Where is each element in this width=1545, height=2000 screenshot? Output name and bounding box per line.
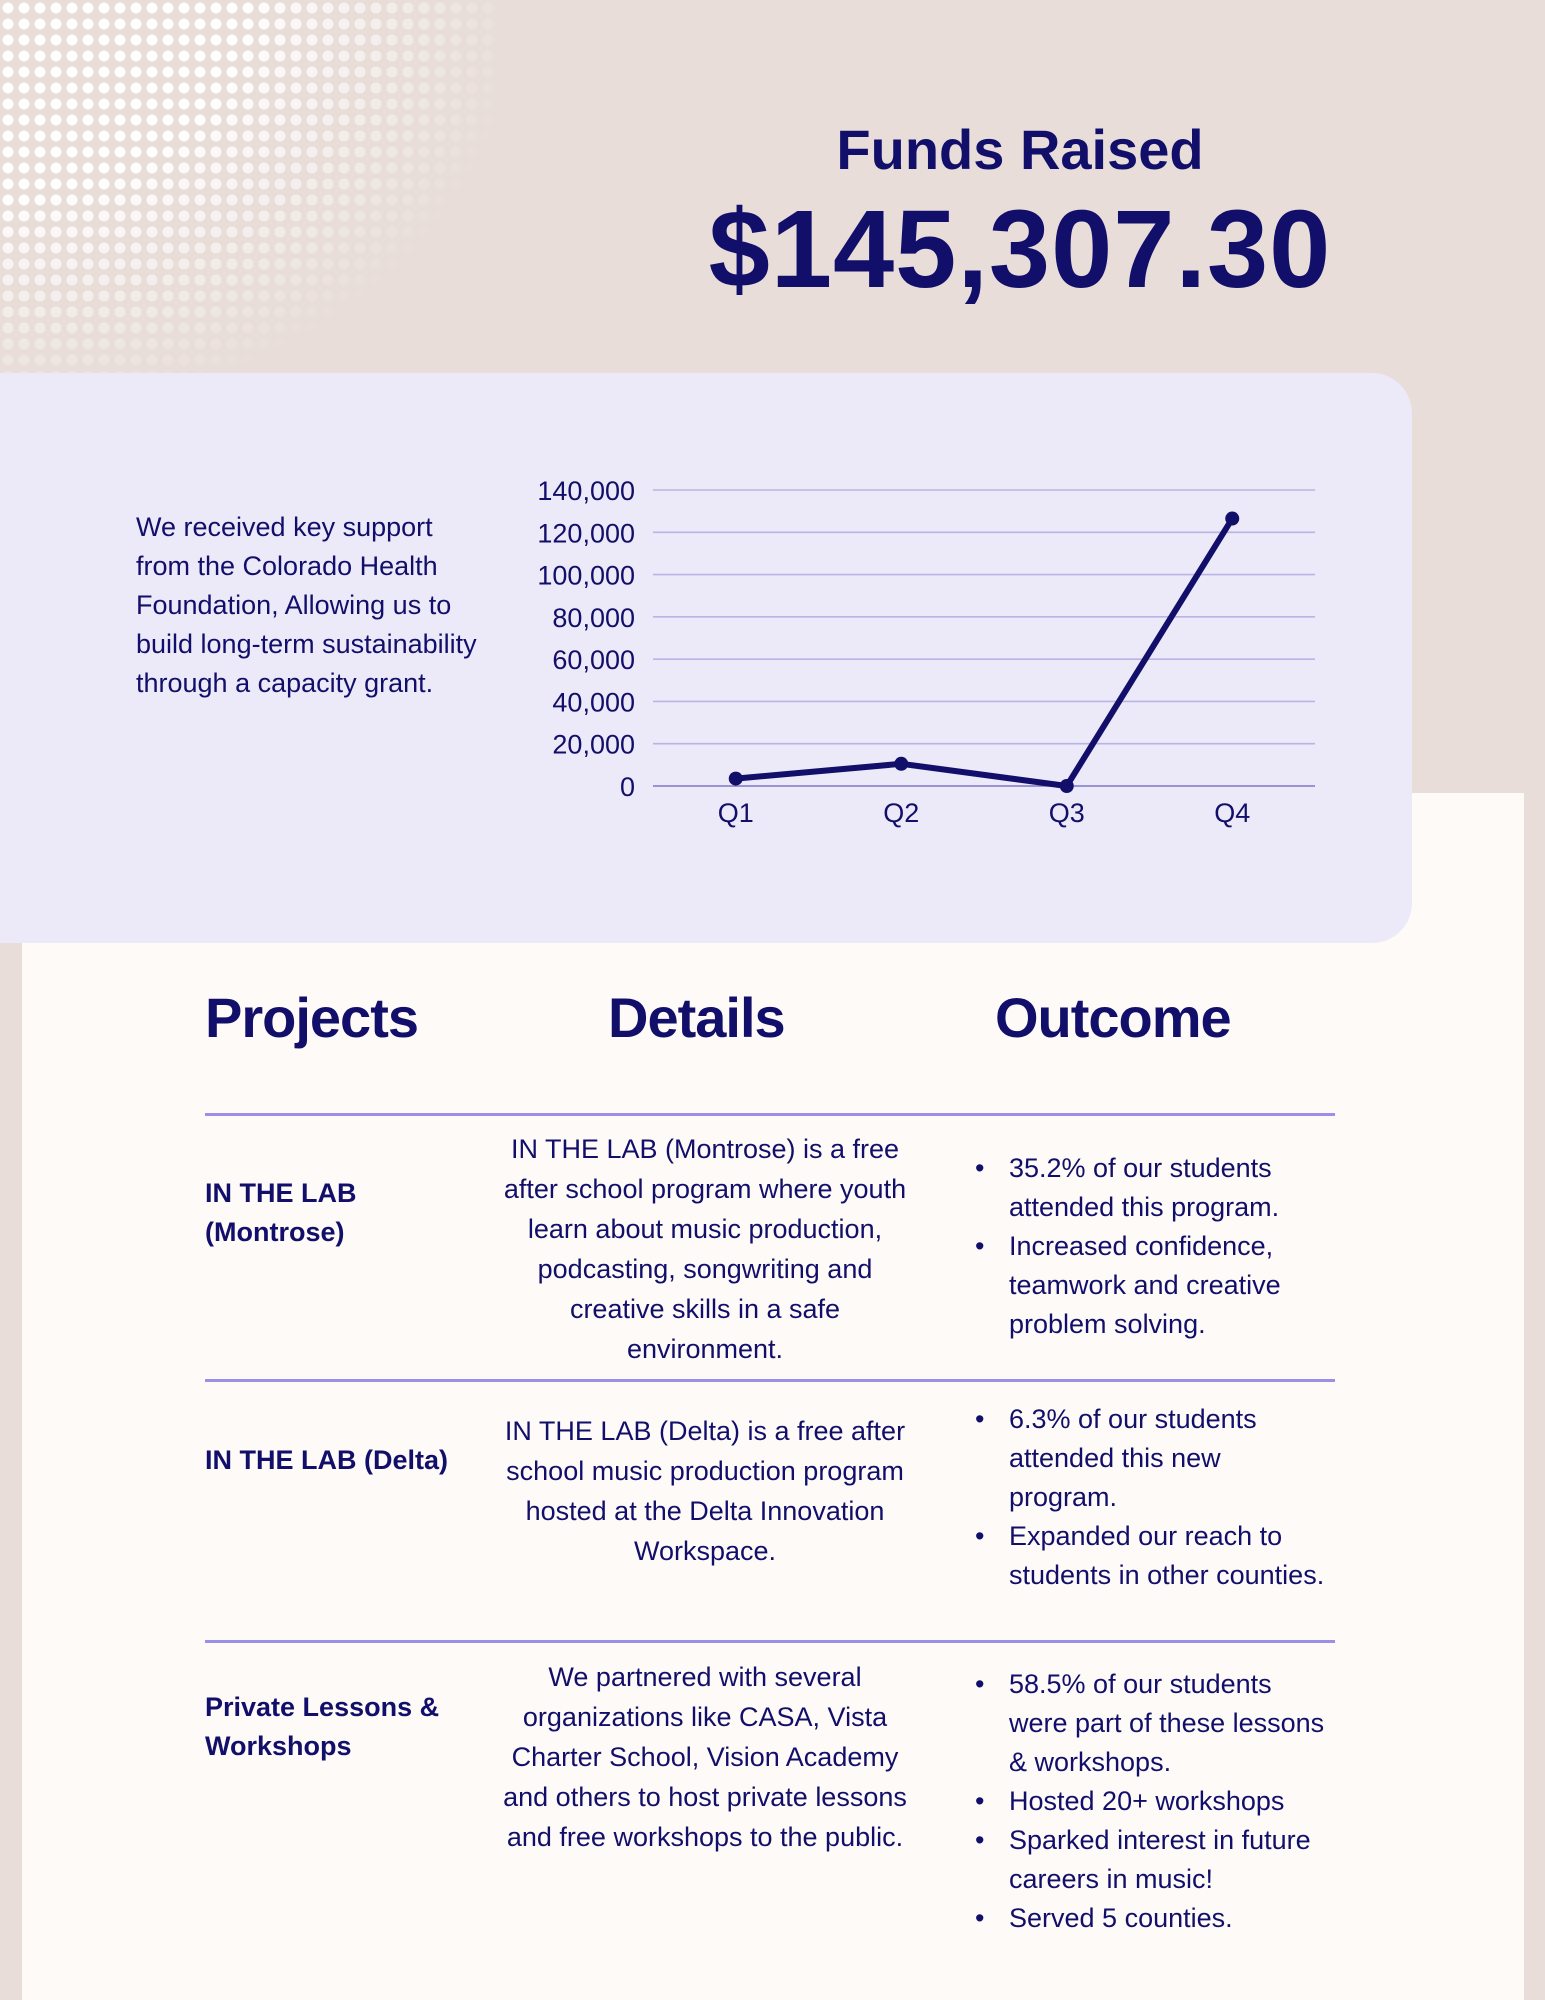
y-tick-label: 140,000 [537, 476, 635, 506]
project-details: We partnered with several organizations like CASA, Vista Charter School, Vision Academy and others to host private lessons and free workshops to the public. [503, 1662, 907, 1852]
funds-raised-label: Funds Raised [836, 118, 1204, 181]
project-name: Private Lessons & Workshops [205, 1692, 440, 1761]
outcome-list [975, 1400, 1335, 1595]
project-name: IN THE LAB (Montrose) [205, 1178, 357, 1247]
data-point [1060, 779, 1074, 793]
outcome-item: • Served 5 counties. [975, 1899, 1335, 1938]
x-tick-label: Q3 [1048, 798, 1085, 828]
details-heading: Details [608, 986, 785, 1049]
outcome-item: • Sparked interest in future careers in music! [975, 1821, 1335, 1899]
project-name: IN THE LAB (Delta) [205, 1445, 448, 1475]
table-divider [205, 1113, 1335, 1116]
x-tick-label: Q4 [1214, 798, 1251, 828]
data-point [1225, 512, 1239, 526]
funds-line-chart [490, 460, 1350, 840]
y-tick-label: 60,000 [552, 645, 635, 676]
y-tick-label: 80,000 [552, 602, 635, 633]
x-tick-label: Q1 [717, 798, 754, 828]
table-divider [205, 1640, 1335, 1643]
y-tick-label: 120,000 [537, 518, 635, 549]
projects-heading: Projects [205, 986, 418, 1049]
funds-header [680, 112, 1360, 312]
halftone-decoration [0, 0, 500, 400]
outcome-list [975, 1665, 1335, 1938]
y-tick-label: 100,000 [537, 560, 635, 591]
funds-raised-amount: $145,307.30 [708, 188, 1332, 311]
outcome-item: • Hosted 20+ workshops [975, 1782, 1335, 1821]
x-tick-label: Q2 [883, 798, 920, 828]
outcome-item: • Increased confidence, teamwork and creative problem solving. [975, 1227, 1335, 1344]
project-details: IN THE LAB (Delta) is a free after school music production program hosted at the Delta Innovation Workspace. [504, 1416, 906, 1566]
y-tick-label: 20,000 [552, 729, 635, 760]
outcome-item: • 35.2% of our students attended this program. [975, 1149, 1335, 1227]
outcome-heading: Outcome [995, 986, 1231, 1049]
intro-text: We received key support from the Colorado Health Foundation, Allowing us to build long-term sustainability through a capacity grant. [136, 512, 477, 698]
project-details: IN THE LAB (Montrose) is a free after school program where youth learn about music production, podcasting, songwriting and creative skills in a safe environment. [503, 1134, 907, 1364]
y-tick-label: 0 [619, 772, 635, 802]
outcome-item: • Expanded our reach to students in other counties. [975, 1517, 1335, 1595]
data-point [729, 772, 743, 786]
data-point [894, 757, 908, 771]
outcome-list [975, 1149, 1335, 1344]
outcome-item: • 58.5% of our students were part of these lessons & workshops. [975, 1665, 1335, 1782]
outcome-item: • 6.3% of our students attended this new program. [975, 1400, 1335, 1517]
y-tick-label: 40,000 [552, 687, 635, 718]
series-line [736, 519, 1233, 786]
table-divider [205, 1379, 1335, 1382]
